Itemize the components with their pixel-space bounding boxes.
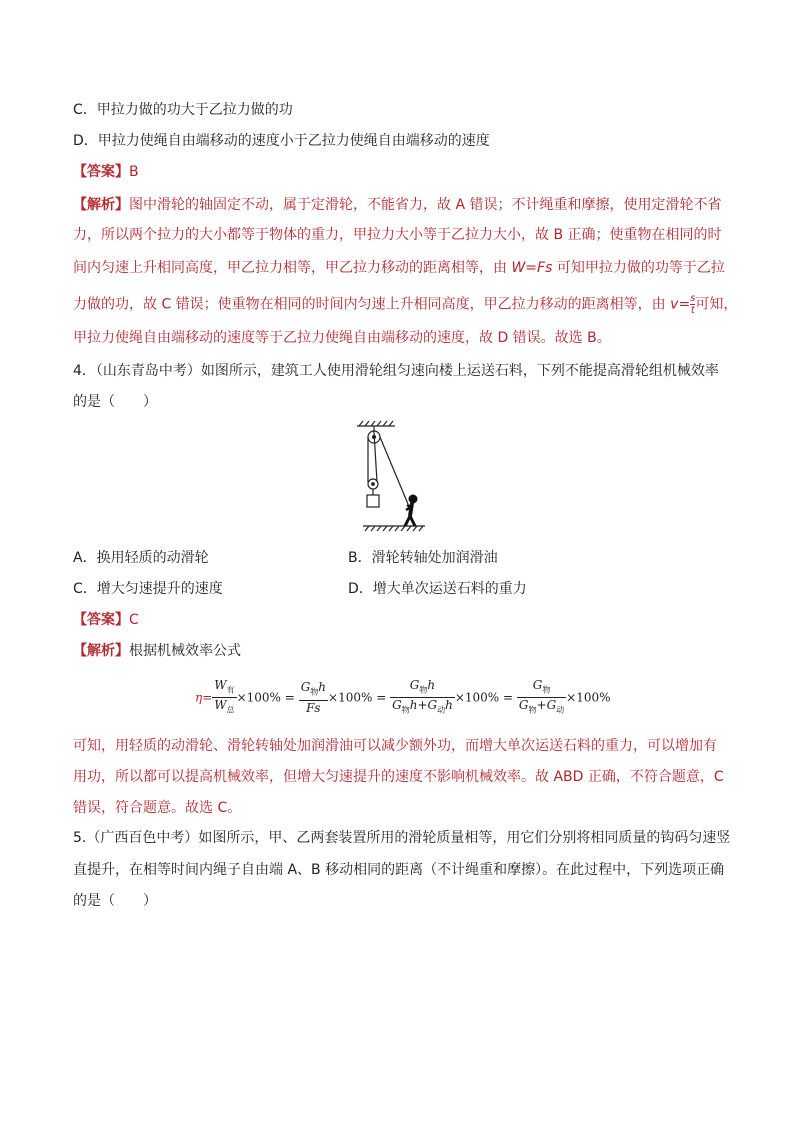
pulley-diagram <box>355 420 445 538</box>
plus-sign: + <box>417 698 428 713</box>
h-symbol: h <box>318 680 327 695</box>
q3-analysis-line-2: 力，所以两个拉力的大小都等于物体的重力，甲拉力大小等于乙拉力大小，故 B 正确；使重物在相同的时 <box>73 227 722 243</box>
equals-sign: = <box>376 690 387 705</box>
q3-answer-line <box>73 162 139 182</box>
q4-option-d: D．增大单次运送石料的重力 <box>348 581 527 597</box>
q4-analysis-line-1: 可知，用轻质的动滑轮、滑轮转轴处加润滑油可以减少额外功，而增大单次运送石料的重力，可以增加有 <box>73 738 717 754</box>
answer-value: C <box>129 612 139 628</box>
g-symbol: G <box>427 698 438 713</box>
analysis-text: 力做的功，故 C 错误；使重物在相同的时间内匀速上升相同高度，甲乙拉力移动的距离相等，由 <box>73 296 666 313</box>
fraction-gh-over-gh-plus-gdh <box>390 678 455 718</box>
answer-value: B <box>129 164 139 180</box>
subscript: 总 <box>226 705 235 715</box>
fraction-denominator: t <box>690 305 695 316</box>
percent-factor: ×100% <box>454 690 500 705</box>
subscript: 有 <box>226 685 235 695</box>
q4-answer-line <box>73 610 139 630</box>
plus-sign: + <box>536 698 547 713</box>
g-symbol: G <box>546 698 557 713</box>
fraction-g-over-g-plus-gd <box>517 678 566 718</box>
g-symbol: G <box>409 678 420 692</box>
q4-stem-line-1: 4．（山东青岛中考）如图所示，建筑工人使用滑轮组匀速向楼上运送石料，下列不能提高滑轮组机械效率 <box>73 363 719 379</box>
subscript: 物 <box>401 705 410 715</box>
q3-analysis-line-5: 甲拉力使绳自由端移动的速度等于乙拉力使绳自由端移动的速度，故 D 错误。故选 B。 <box>73 330 611 346</box>
g-symbol: G <box>532 678 543 692</box>
q5-stem-line-3: 的是（ ） <box>73 893 157 909</box>
ceiling-hatch <box>359 421 393 426</box>
analysis-text: 图中滑轮的轴固定不动，属于定滑轮，不能省力，故 A 错误；不计绳重和摩擦，使用定滑轮不省 <box>129 197 722 213</box>
work-formula: W=Fs <box>511 260 553 276</box>
rope-free-end <box>380 437 408 504</box>
q4-analysis-line-3: 错误，符合题意。故选 C。 <box>73 800 242 816</box>
g-symbol: G <box>392 698 402 713</box>
stone-load <box>367 495 379 507</box>
subscript: 动 <box>556 705 565 715</box>
subscript: 物 <box>542 685 551 695</box>
h-symbol: h <box>445 698 453 713</box>
w-symbol: W <box>214 678 227 692</box>
g-symbol: G <box>300 680 311 695</box>
q4-option-b: B．滑轮转轴处加润滑油 <box>348 550 498 566</box>
answer-tag: 【答案】 <box>73 164 129 180</box>
rope-middle <box>374 432 377 482</box>
fraction-numerator: s <box>690 293 696 304</box>
q3-analysis-line-4 <box>73 293 737 316</box>
equals-sign: = <box>678 296 691 313</box>
g-symbol: G <box>518 698 529 713</box>
analysis-text: 可知， <box>695 296 738 313</box>
analysis-text: 间内匀速上升相同高度，甲乙拉力相等，甲乙拉力移动的距离相等，由 <box>73 260 512 276</box>
percent-factor: ×100% <box>236 690 281 705</box>
equals-sign: = <box>503 690 514 705</box>
h-symbol: h <box>427 678 436 692</box>
subscript: 动 <box>437 705 446 715</box>
w-symbol: W <box>214 698 227 713</box>
q4-analysis-intro-line <box>73 641 241 661</box>
fraction-useful-over-total <box>212 678 236 718</box>
ground-hatch <box>365 526 423 531</box>
analysis-tag: 【解析】 <box>73 643 129 659</box>
q4-stem-line-2: 的是（ ） <box>73 394 157 410</box>
percent-factor: ×100% <box>328 690 373 705</box>
efficiency-formula <box>195 678 615 718</box>
subscript: 物 <box>419 685 428 695</box>
q4-analysis-line-2: 用功，所以都可以提高机械效率，但增大匀速提升的速度不影响机械效率。故 ABD 正确，不符合题意，C <box>73 769 724 785</box>
eta-symbol: η= <box>195 690 213 705</box>
fraction-gh-over-fs <box>299 680 328 715</box>
percent-factor: ×100% <box>566 690 611 705</box>
analysis-text: 可知甲拉力做的功等于乙拉 <box>552 260 725 276</box>
q4-option-c: C．增大匀速提升的速度 <box>73 581 223 597</box>
q3-analysis-line-1 <box>73 195 721 215</box>
analysis-text: 根据机械效率公式 <box>129 643 241 659</box>
fs-symbol: Fs <box>306 700 321 715</box>
answer-tag: 【答案】 <box>73 612 129 628</box>
q3-option-d: D．甲拉力使绳自由端移动的速度小于乙拉力使绳自由端移动的速度 <box>73 133 490 149</box>
q3-option-c: C．甲拉力做的功大于乙拉力做的功 <box>73 102 293 118</box>
velocity-symbol: v <box>670 296 679 313</box>
equals-sign: = <box>284 690 295 705</box>
h-symbol: h <box>409 698 418 713</box>
q5-stem-line-2: 直提升，在相等时间内绳子自由端 A、B 移动相同的距离（不计绳重和摩擦）。在此过程中，下列选项正确 <box>73 862 725 878</box>
subscript: 物 <box>528 705 537 715</box>
subscript: 物 <box>310 687 319 697</box>
q4-option-a: A．换用轻质的动滑轮 <box>73 550 209 566</box>
q3-analysis-line-3 <box>73 258 725 278</box>
q5-stem-line-1: 5.（广西百色中考）如图所示，甲、乙两套装置所用的滑轮质量相等，用它们分别将相同质量的钩码匀速竖 <box>73 830 731 846</box>
analysis-tag: 【解析】 <box>73 197 129 213</box>
